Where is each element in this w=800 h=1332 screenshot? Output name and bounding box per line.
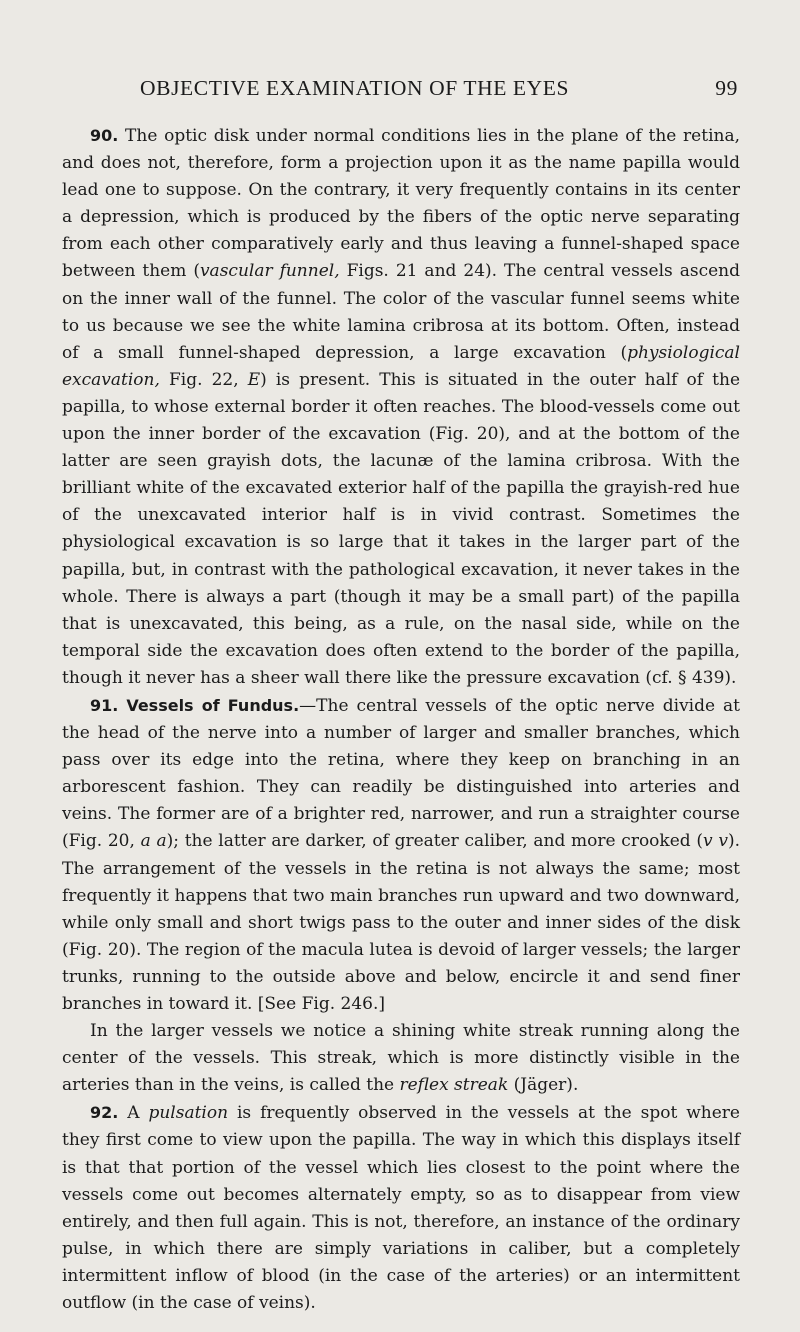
italic-term: reflex streak [399,1075,509,1096]
italic-term: v v [703,831,728,852]
text-run: ); the latter are darker, of greater caliber, and more crooked ( [166,831,704,852]
text-run: In the larger vessels we notice a shining white streak running along the center of the vessels. This streak, which is more distinctly visible in the arteries than in the veins, is called the [62,1021,740,1096]
text-run: The optic disk under normal conditions lies in the plane of the retina, and does not, therefore, form a projection upon it as the name papilla would lead one to suppose. On the contrary, it very frequently contains in its center a depression, which is produced by the fibers of the optic nerve separating from each other comparatively early and thus leaving a funnel-shaped space between them ( [62,126,740,282]
paragraph-90 [62,122,740,692]
paragraph-91-continued [62,1018,740,1099]
body-text [62,122,740,1317]
italic-term: a a [140,831,167,852]
section-number: 92. [90,1103,119,1123]
text-run: ) is present. This is situated in the outer half of the papilla, to whose external border it often reaches. The blood-vessels come out upon the inner border of the excavation (Fig. 20), and at the bottom of the latter are seen grayish dots, the lacunæ of the lamina cribrosa. With the brilliant white of the excavated exterior half of the papilla the grayish-red hue of the unexcavated interior half is in vivid contrast. Sometimes the physiological excavation is so large that it takes in the larger part of the papilla, but, in contrast with the pathological excavation, it never takes in the whole. There is always a part (though it may be a small part) of the papilla that is unexcavated, this being, as a rule, on the nasal side, while on the temporal side the excavation does often extend to the border of the papilla, though it never has a sheer wall there like the pressure excavation (cf. § 439). [62,369,741,688]
chapter-title: OBJECTIVE EXAMINATION OF THE EYES [140,76,570,100]
running-head [88,76,738,106]
text-run: (Jäger). [508,1075,579,1096]
text-run: ). The arrangement of the vessels in the retina is not always the same; most frequently it happens that two main branches run upward and two downward, while only small and short twigs pass to the outer and inner sides of the disk (Fig. 20). The region of the macula lutea is devoid of larger vessels; the larger trunks, running to the outside above and below, encircle it and send finer branches in toward it. [See Fig. 246.] [62,831,740,1014]
page-number: 99 [715,76,738,100]
italic-term: vascular funnel, [199,261,340,282]
text-run: Figs. 21 and 24). The central vessels ascend on the inner wall of the funnel. The color of the vascular funnel seems white to us because we see the white lamina cribrosa at its bottom. Often, instead of a small funnel-shaped depression, a large excavation ( [62,261,740,363]
italic-term: physiological excavation, [62,342,740,390]
section-heading: Vessels of Fundus. [126,695,300,715]
text-run: is frequently observed in the vessels at the spot where they first come to view upon the papilla. The way in which this displays itself is that that portion of the vessel which lies closest to the point where the vessels come out becomes alternately empty, so as to disappear from view entirely, and then full again. This is not, therefore, an instance of the ordinary pulse, in which there are simply variations in caliber, but a completely intermittent inflow of blood (in the case of the arteries) or an intermittent outflow (in the case of veins). [62,1103,740,1314]
section-number: 91. [90,695,119,715]
italic-term: pulsation [148,1103,229,1124]
text-run: Fig. 22, [159,369,248,390]
paragraph-92 [62,1099,740,1317]
text-run: —The central vessels of the optic nerve divide at the head of the nerve into a number of larger and smaller branches, which pass over its edge into the retina, where they keep on branching in an arborescent fashion. They can readily be distinguished into arteries and veins. The former are of a brighter red, narrower, and run a straighter course (Fig. 20, [62,695,741,852]
section-number: 90. [90,126,119,145]
italic-term: E [247,369,261,390]
text-run: A [118,1103,149,1124]
paragraph-91 [62,692,740,1018]
